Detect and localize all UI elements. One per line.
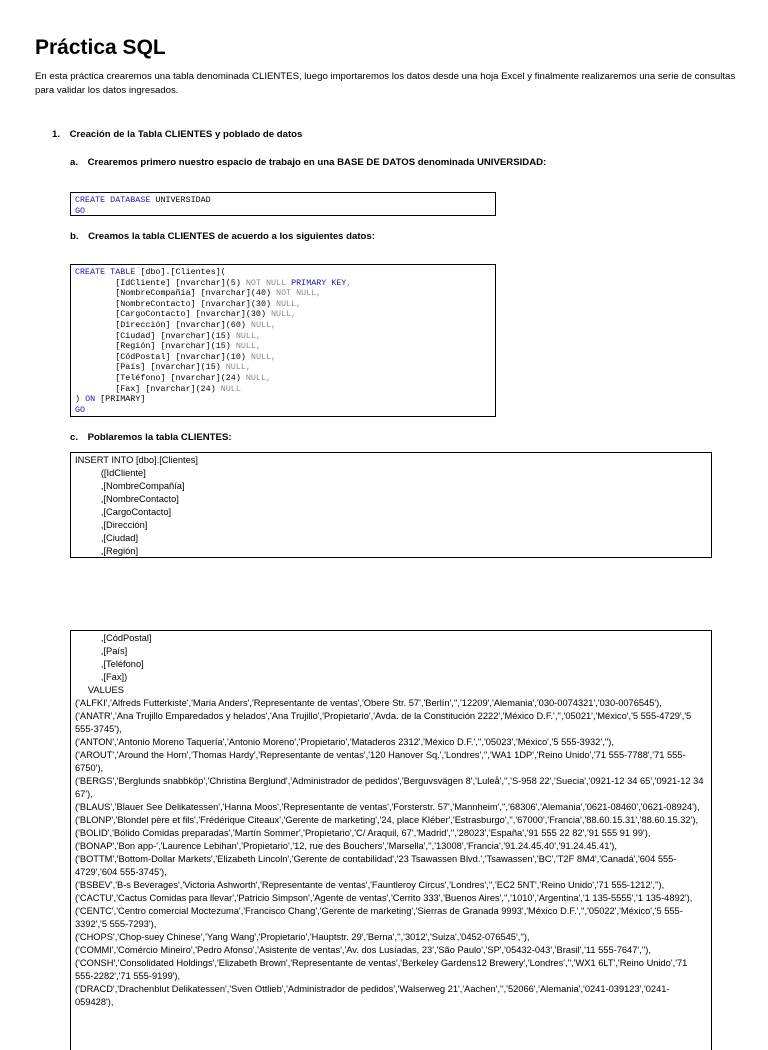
insert-line: ,[NombreCompañía] xyxy=(75,481,185,491)
null-constraint: NOT NULL xyxy=(240,277,287,288)
null-constraint: NULL xyxy=(240,372,266,383)
values-row: ('DRACD','Drachenblut Delikatessen','Sven Ottlieb','Administrador de pedidos','Walserweg 21','Aachen','','52066','Alemania','0241-039123','0241-059428'), xyxy=(75,984,670,1007)
sql-keyword: CREATE TABLE xyxy=(75,267,136,277)
null-constraint: NULL xyxy=(230,341,256,352)
null-constraint: NULL xyxy=(215,383,241,394)
null-constraint: NULL xyxy=(245,319,272,330)
null-constraint: NOT NULL xyxy=(271,288,317,299)
column-definition: [NombreCompañía] [nvarchar](40) xyxy=(75,288,272,299)
comma: , xyxy=(346,277,352,288)
sql-keyword: ON xyxy=(85,394,96,405)
primary-key-keyword: PRIMARY KEY xyxy=(286,277,347,288)
values-row: ('COMMI','Comércio Mineiro','Pedro Afonso','Asistente de ventas','Av. dos Lusíadas, 23','São Paulo','SP','05432-043','Brasil','11 555-7647',''), xyxy=(75,945,651,955)
comma: , xyxy=(271,319,277,330)
values-row: ('ALFKI','Alfreds Futterkiste','Maria Anders','Representante de ventas','Obere Str. 57','Berlín','','12209','Alemania','030-0074321','030-0076545'), xyxy=(75,698,662,708)
insert-line: ,[CargoContacto] xyxy=(75,507,172,517)
sql-go: GO xyxy=(75,205,86,216)
values-row: ('BLAUS','Blauer See Delikatessen','Hanna Moos','Representante de ventas','Forsterstr. 57','Mannheim','','68306','Alemania','0621-08460','0621-08924'), xyxy=(75,802,700,812)
comma: , xyxy=(316,288,322,299)
values-row: ('AROUT','Around the Horn','Thomas Hardy','Representante de ventas','120 Hanover Sq.','Londres','','WA1 1DP','Reino Unido','71 555-7788','71 555-6750'), xyxy=(75,750,686,773)
table-column-line xyxy=(75,362,491,373)
create-database-code-box xyxy=(70,192,496,216)
comma: , xyxy=(255,341,261,352)
step-a-heading: a. Crearemos primero nuestro espacio de trabajo en una BASE DE DATOS denominada UNIVERSIDAD: xyxy=(70,157,547,168)
insert-line: ,[Dirección] xyxy=(75,520,148,530)
null-constraint: NULL xyxy=(265,309,292,320)
database-name: UNIVERSIDAD xyxy=(150,195,211,205)
column-definition: [Ciudad] [nvarchar](15) xyxy=(75,330,231,341)
table-column-line xyxy=(75,320,491,331)
table-column-line xyxy=(75,331,491,342)
sql-go: GO xyxy=(75,404,86,415)
create-table-code-box xyxy=(70,264,496,417)
table-column-line xyxy=(75,309,491,320)
insert-code-box xyxy=(70,452,712,558)
table-column-line xyxy=(75,299,491,310)
values-row: ('BLONP','Blondel père et fils','Frédérique Citeaux','Gerente de marketing','24, place Kléber','Estrasburgo','','67000','Francia','88.60.15.31','88.60.15.32'), xyxy=(75,815,699,825)
table-column-line xyxy=(75,278,491,289)
comma: , xyxy=(291,309,297,320)
values-row: ('ANATR','Ana Trujillo Emparedados y helados','Ana Trujillo','Propietario','Avda. de la Constitución 2222','México D.F.','','05021','México','5 555-4729','5 555-3745'), xyxy=(75,711,692,734)
column-definition: [CargoContacto] [nvarchar](30) xyxy=(75,309,266,320)
values-row: ('CENTC','Centro comercial Moctezuma','Francisco Chang','Gerente de marketing','Sierras de Granada 9993','México D.F.','','05022','México','5 555-3392','5 555-7293'), xyxy=(75,906,683,929)
column-definition: [CódPostal] [nvarchar](10) xyxy=(75,351,246,362)
insert-line: VALUES xyxy=(75,685,124,695)
table-column-line xyxy=(75,352,491,363)
insert-line: ([IdCliente] xyxy=(75,468,146,478)
null-constraint: NULL xyxy=(220,362,246,373)
null-constraint: NULL xyxy=(230,330,256,341)
values-row: ('ANTON','Antonio Moreno Taquería','Antonio Moreno','Propietario','Mataderos 2312','México D.F.','','05023','México','5 555-3932',''), xyxy=(75,737,614,747)
intro-paragraph: En esta práctica crearemos una tabla denominada CLIENTES, luego importaremos los datos desde una hoja Excel y finalmente realizaremos una serie de consultas para validar los datos ingresados. xyxy=(35,71,736,96)
insert-line: ,[País] xyxy=(75,646,128,656)
insert-line: ,[Región] xyxy=(75,546,139,556)
column-definition: [Fax] [nvarchar](24) xyxy=(75,383,216,394)
column-definition: [Región] [nvarchar](15) xyxy=(75,341,231,352)
comma: , xyxy=(255,330,261,341)
table-name: [dbo].[Clientes]( xyxy=(135,267,226,277)
column-definition: [Teléfono] [nvarchar](24) xyxy=(75,372,241,383)
comma: , xyxy=(245,362,251,373)
insert-line: INSERT INTO [dbo].[Clientes] xyxy=(75,455,198,465)
column-definition: [IdCliente] [nvarchar](5) xyxy=(75,277,241,288)
null-constraint: NULL xyxy=(245,351,272,362)
comma: , xyxy=(271,351,277,362)
values-row: ('CONSH','Consolidated Holdings','Elizabeth Brown','Representante de ventas','Berkeley Gardens12 Brewery','Londres','','WX1 6LT','Reino Unido','71 555-2282','71 555-9199'), xyxy=(75,958,688,981)
page-title: Práctica SQL xyxy=(35,36,166,59)
column-definition: [País] [nvarchar](15) xyxy=(75,362,221,373)
comma: , xyxy=(296,298,302,309)
table-column-line xyxy=(75,384,491,395)
insert-line: ,[Teléfono] xyxy=(75,659,144,669)
column-definition: [NombreContacto] [nvarchar](30) xyxy=(75,298,272,309)
column-definition: [Dirección] [nvarchar](60) xyxy=(75,319,246,330)
insert-values-code-box xyxy=(70,630,712,1050)
close-paren: ) xyxy=(75,394,86,405)
sql-keyword: CREATE DATABASE xyxy=(75,195,151,205)
values-row: ('CHOPS','Chop-suey Chinese','Yang Wang','Propietario','Hauptstr. 29','Berna','','3012','Suiza','0452-076545',''), xyxy=(75,932,530,942)
section-1-heading: 1. Creación de la Tabla CLIENTES y poblado de datos xyxy=(52,129,303,140)
table-column-line xyxy=(75,373,491,384)
insert-line: ,[Ciudad] xyxy=(75,533,139,543)
values-row: ('BOLID','Bólido Comidas preparadas','Martín Sommer','Propietario','C/ Araquil, 67','Madrid','','28023','España','91 555 22 82','91 555 91 99'), xyxy=(75,828,651,838)
insert-line: ,[NombreContacto] xyxy=(75,494,179,504)
values-row: ('CACTU','Cactus Comidas para llevar','Patricio Simpson','Agente de ventas','Cerrito 333','Buenos Aires','','1010','Argentina','1 135-5555','1 135-4892'), xyxy=(75,893,693,903)
step-c-heading: c. Poblaremos la tabla CLIENTES: xyxy=(70,432,232,443)
filegroup: [PRIMARY] xyxy=(95,394,146,405)
values-row: ('BSBEV','B-s Beverages','Victoria Ashworth','Representante de ventas','Fauntleroy Circus','Londres','','EC2 5NT','Reino Unido','71 555-1212',''), xyxy=(75,880,665,890)
insert-line: ,[Fax]) xyxy=(75,672,128,682)
null-constraint: NULL xyxy=(271,298,297,309)
table-column-line xyxy=(75,288,491,299)
comma: , xyxy=(266,372,272,383)
values-row: ('BOTTM','Bottom-Dollar Markets','Elizabeth Lincoln','Gerente de contabilidad','23 Tsawassen Blvd.','Tsawassen','BC','T2F 8M4','Canadá','604 555-4729','604 555-3745'), xyxy=(75,854,677,877)
step-b-heading: b. Creamos la tabla CLIENTES de acuerdo a los siguientes datos: xyxy=(70,231,375,242)
values-row: ('BERGS','Berglunds snabbköp','Christina Berglund','Administrador de pedidos','Berguvsvägen 8','Luleå','','S-958 22','Suecia','0921-12 34 65','0921-12 34 67'), xyxy=(75,776,704,799)
insert-line: ,[CódPostal] xyxy=(75,633,152,643)
values-row: ('BONAP','Bon app-','Laurence Lebihan','Propietario','12, rue des Bouchers','Marsella','','13008','Francia','91.24.45.40','91.24.45.41'), xyxy=(75,841,617,851)
table-column-line xyxy=(75,341,491,352)
